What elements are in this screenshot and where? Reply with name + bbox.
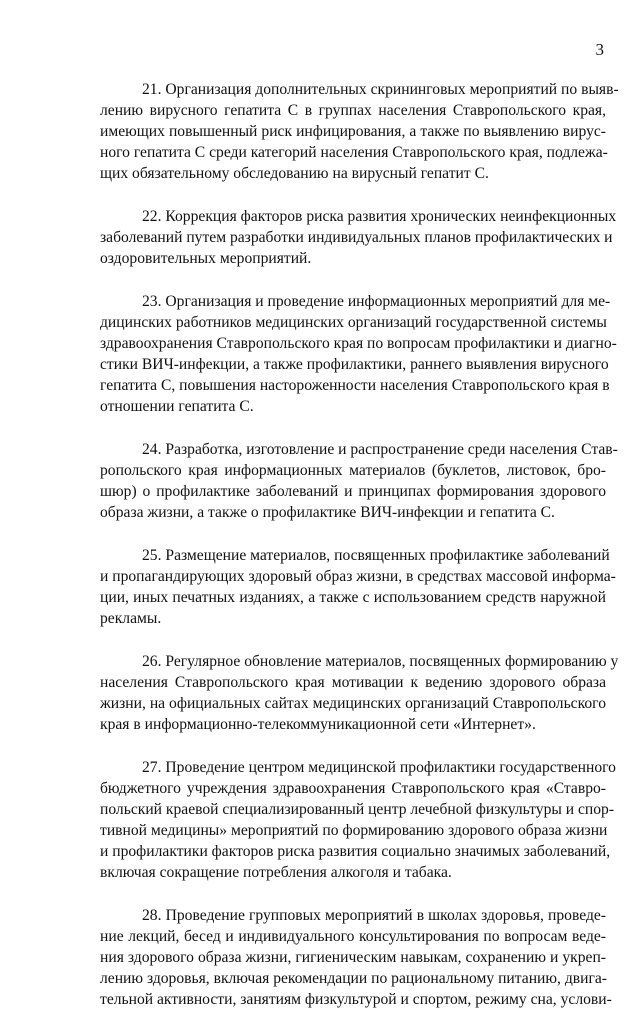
- paragraph-21: [100, 79, 619, 184]
- text-line: отношении гепатита С.: [100, 398, 254, 415]
- text-line: шюр) о профилактике заболеваний и принципах формирования здорового: [100, 483, 606, 500]
- text-line: стики ВИЧ-инфекции, а также профилактики, раннего выявления вирусного: [100, 356, 609, 373]
- text-line: дицинских работников медицинских организаций государственной системы: [100, 314, 607, 331]
- text-line: 22. Коррекция факторов риска развития хронических неинфекционных: [142, 208, 617, 225]
- text-line: ного гепатита С среди категорий населения Ставропольского края, подлежа-: [100, 144, 608, 161]
- text-line: жизни, на официальных сайтах медицинских организаций Ставропольского: [100, 695, 606, 712]
- text-line: населения Ставропольского края мотивации к ведению здорового образа: [100, 674, 606, 691]
- text-line: включая сокращение потребления алкоголя и табака.: [100, 864, 452, 881]
- paragraph-23: [100, 291, 617, 417]
- paragraph-26: [100, 651, 619, 735]
- text-line: имеющих повышенный риск инфицирования, а также по выявлению вирус-: [100, 123, 606, 140]
- text-line: 27. Проведение центром медицинской профилактики государственного: [142, 759, 616, 776]
- text-line: и профилактики факторов риска развития социально значимых заболеваний,: [100, 843, 611, 860]
- text-line: здравоохранения Ставропольского края по вопросам профилактики и диагно-: [100, 335, 617, 352]
- text-line: щих обязательному обследованию на вирусный гепатит С.: [100, 165, 489, 182]
- text-line: рекламы.: [100, 610, 162, 627]
- text-line: лению вирусного гепатита С в группах населения Ставропольского края,: [100, 102, 606, 119]
- document-body: [100, 79, 619, 1032]
- text-line: заболеваний путем разработки индивидуальных планов профилактических и: [100, 229, 613, 246]
- text-line: 21. Организация дополнительных скрининговых мероприятий по выяв-: [142, 81, 619, 98]
- text-line: 26. Регулярное обновление материалов, посвященных формированию у: [142, 653, 619, 670]
- text-line: ния здорового образа жизни, гигиеническим навыкам, сохранению и укреп-: [100, 949, 606, 966]
- text-line: тельной активности, занятиям физкультурой и спортом, режиму сна, услови-: [100, 991, 612, 1008]
- text-line: 23. Организация и проведение информационных мероприятий для ме-: [142, 293, 611, 310]
- text-line: ции, иных печатных изданиях, а также с использованием средств наружной: [100, 589, 606, 606]
- paragraph-22: [100, 206, 617, 269]
- text-line: тивной медицины» мероприятий по формированию здорового образа жизни: [100, 822, 608, 839]
- text-line: края в информационно-телекоммуникационной сети «Интернет».: [100, 716, 536, 733]
- paragraph-25: [100, 545, 616, 629]
- paragraph-24: [100, 439, 618, 523]
- text-line: польский краевой специализированный центр лечебной физкультуры и спор-: [100, 801, 615, 818]
- text-line: оздоровительных мероприятий.: [100, 250, 312, 267]
- paragraph-27: [100, 757, 616, 883]
- text-line: гепатита С, повышения настороженности населения Ставропольского края в: [100, 377, 610, 394]
- text-line: 25. Размещение материалов, посвященных профилактике заболеваний: [142, 547, 610, 564]
- text-line: и пропагандирующих здоровый образ жизни, в средствах массовой информа-: [100, 568, 616, 585]
- page-number: 3: [595, 40, 604, 59]
- text-line: ние лекций, бесед и индивидуального консультирования по вопросам веде-: [100, 928, 606, 945]
- text-line: лению здоровья, включая рекомендации по рациональному питанию, двига-: [100, 970, 607, 987]
- text-line: ропольского края информационных материалов (буклетов, листовок, бро-: [100, 462, 606, 479]
- text-line: 24. Разработка, изготовление и распространение среди населения Став-: [142, 441, 618, 458]
- text-line: образа жизни, а также о профилактике ВИЧ-инфекции и гепатита С.: [100, 504, 555, 521]
- text-line: бюджетного учреждения здравоохранения Ставропольского края «Ставро-: [100, 780, 606, 797]
- text-line: 28. Проведение групповых мероприятий в школах здоровья, проведе-: [142, 907, 606, 924]
- paragraph-28: [100, 905, 612, 1010]
